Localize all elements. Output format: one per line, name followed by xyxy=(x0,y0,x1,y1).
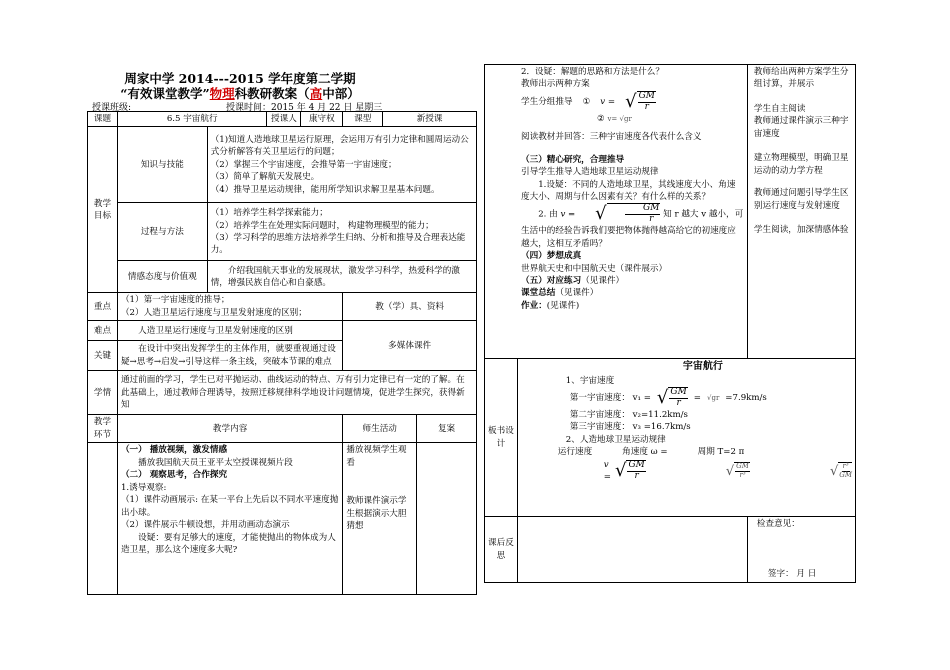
section-2-line: （2）课件展示牛顿设想，并用动画动态演示 xyxy=(120,520,290,531)
summary-row: 课堂总结（见课件） xyxy=(521,288,599,299)
s3-b: 1.设疑：不同的人造地球卫星，其线速度大小、角速度大小、周期与什么因素有关？有什么样的关系？ xyxy=(521,179,736,202)
knowledge-label: 知识与技能 xyxy=(117,127,207,203)
homework-row: 作业：(见课件) xyxy=(521,300,580,311)
key-content xyxy=(117,293,342,321)
q2-c: 阅读教材并回答：三种宇宙速度各代表什么含义 xyxy=(521,132,702,143)
knowledge-item: （2）掌握三个宇宙速度，会推导第一宇宙速度； xyxy=(210,159,397,170)
learning-content: 通过前面的学习，学生已对平抛运动、曲线运动的特点、万有引力定律已有一定的了解。在此基础上，通过教师合理诱导，按照迁移规律科学地设计问题情境，促进学生探究，获得新知 xyxy=(117,371,476,415)
teaching-content xyxy=(117,443,342,595)
difficulty-label: 难点 xyxy=(88,321,118,341)
activity-note: 教师通过课件演示三种宇宙速度 xyxy=(753,116,849,139)
board-2: 2、人造地球卫星运动规律 xyxy=(565,434,666,445)
option-2: ② xyxy=(597,113,605,124)
right-page-table xyxy=(484,64,856,583)
s3-title: （三）精心研究，合理推导 xyxy=(521,154,625,165)
section-1-text: 播放我国航天员王亚平太空授课视频片段 xyxy=(138,457,293,468)
board-label: 板书设计 xyxy=(485,359,518,517)
activity-note: 学生阅读，加深情感体验 xyxy=(753,225,849,236)
activity-note: 建立物理模型，明确卫星运动的动力学方程 xyxy=(753,153,849,176)
board-title: 宇宙航行 xyxy=(682,361,723,372)
board-v3: 第三宇宙速度： v₃ =16.7km/s xyxy=(569,422,691,433)
formula-v: v = xyxy=(600,96,616,107)
content-header: 教学内容 xyxy=(117,415,342,443)
knowledge-item: （3）简单了解航天发展史。 xyxy=(210,172,320,183)
review-header: 复案 xyxy=(417,415,477,443)
lesson-plan-table xyxy=(87,111,477,595)
activity-note: 学生自主阅读 xyxy=(753,103,806,114)
document-title: 周家中学 2014---2015 学年度第二学期 xyxy=(124,71,356,86)
type-value: 新授课 xyxy=(383,112,477,127)
sqrt-formula-2: √ $\frac{GM}{r}$ xyxy=(595,203,660,225)
difficulty-content: 人造卫星运行速度与卫星发射速度的区别 xyxy=(117,321,342,341)
process-label: 过程与方法 xyxy=(117,203,207,261)
goals-label: 教学目标 xyxy=(88,127,118,293)
section-2-line: （1）课件动画展示: 在某一平台上先后以不同水平速度抛出小球。 xyxy=(120,495,339,518)
subtitle-part-a: “有效课堂教学” xyxy=(120,86,210,101)
topic-label: 课题 xyxy=(88,112,118,127)
q2-opt2-row xyxy=(521,113,744,125)
knowledge-item: （1)知道人造地球卫星运行原理，会运用万有引力定律和圆周运动公式分析解答有关卫星运行的问题； xyxy=(210,134,469,158)
reflect-label: 课后反思 xyxy=(485,517,518,583)
crux-content: 在设计中突出发挥学生的主体作用，就要重视通过设疑→思考→启发→引导这样一条主线，突破本节课的难点 xyxy=(117,341,342,371)
activity-2: 教师课件演示学生根据演示大胆猜想 xyxy=(346,496,407,532)
subject-name: 物理 xyxy=(209,86,235,101)
type-label: 课型 xyxy=(343,112,383,127)
s3-a: 引导学生推导人造地球卫星运动规律 xyxy=(521,167,659,178)
time-label: 授课时间：2015 年 4 月 22 日 星期三 xyxy=(226,103,383,113)
s4-title: （四）梦想成真 xyxy=(521,251,582,262)
step-label: 教学环节 xyxy=(88,415,118,443)
key-item: （1）第一宇宙速度的推导； xyxy=(120,295,230,306)
learning-label: 学情 xyxy=(88,371,118,415)
right-content xyxy=(485,65,748,359)
s5-row: （五）对应练习（见课件） xyxy=(521,276,625,286)
right-activity-col xyxy=(747,65,855,359)
topic-value: 6.5 宇宙航行 xyxy=(117,112,267,127)
activity-note: 教师通过问题引导学生区别运行速度与发射速度 xyxy=(753,188,849,211)
key-label: 重点 xyxy=(88,293,118,321)
s4-text: 世界航天史和中国航天史（课件展示） xyxy=(521,263,668,274)
level-name: 高 xyxy=(309,86,323,101)
key-item: （2）人造卫星运行速度与卫星发射速度的区别； xyxy=(120,307,307,318)
board-1: 1、宇宙速度 xyxy=(565,375,615,386)
q2-b-row xyxy=(521,91,744,113)
board-v2: 第二宇宙速度： v₂=11.2km/s xyxy=(569,409,688,420)
check-cell xyxy=(747,517,855,583)
section-1-title: （一） 播放视频，激发情感 xyxy=(120,445,228,456)
activity-note: 教师给出两种方案学生分组讨算，并展示 xyxy=(753,67,849,90)
s3-c: 2. 由 v = √ $\frac{GM}{r}$ 知 r 越大 v 越小，可生活中的经验告诉我们要把物体抛得越高给它的初速度应越大，这相互矛盾吗？ xyxy=(521,203,744,249)
activity-content xyxy=(343,443,417,595)
q2-b: 学生分组推导 xyxy=(521,96,573,107)
board-law-row: 运行速度 角速度 ω = 周期 T=2 π xyxy=(557,447,745,458)
class-label: 授课班级: xyxy=(92,103,132,113)
crux-label: 关键 xyxy=(88,341,118,371)
sqrt-formula: √ $\frac{GM}{r}$ xyxy=(625,90,655,112)
section-2-line: 1.诱导观察: xyxy=(120,482,167,493)
activity-1: 播放视频学生观看 xyxy=(346,445,407,468)
q2: 2．设疑：解题的思路和方法是什么？ xyxy=(521,67,664,77)
board-content xyxy=(517,359,855,517)
tools-label: 教（学）具、资料 xyxy=(343,293,477,321)
subtitle-part-c: 中部） xyxy=(322,86,360,101)
q2-a: 教师出示两种方案 xyxy=(521,79,590,90)
knowledge-item: （4）推导卫星运动规律，能用所学知识求解卫星基本问题。 xyxy=(210,184,440,195)
check-label: 检查意见： xyxy=(756,519,800,529)
process-item: （3）学习科学的思维方法培养学生归纳、分析和推导及合理表达能力。 xyxy=(210,232,466,256)
board-formulas: v = √ $\frac{GM}{r}$ √ $\frac{GM}{\text{r³}}$ √ $\frac{\text{r³}}{GM}$ xyxy=(603,459,852,482)
board-v1-row: 第一宇宙速度： v₁ = √ $\frac{GM}{r}$ = √gr =7.9km/s xyxy=(569,386,767,408)
sign-label: 签字： 月 日 xyxy=(767,568,817,579)
option-1: ① xyxy=(582,96,591,107)
emotion-label: 情感态度与价值观 xyxy=(117,261,207,293)
knowledge-content xyxy=(207,127,476,203)
formula-small: v= √gr xyxy=(607,114,632,123)
teacher-value: 康守权 xyxy=(301,112,343,127)
process-content xyxy=(207,203,476,261)
process-item: （1）培养学生科学探索能力； xyxy=(210,208,328,219)
section-2-title: （二） 观察思考，合作探究 xyxy=(120,470,228,481)
subtitle-part-b: 科教研教案（ xyxy=(234,86,310,101)
activity-header: 师生活动 xyxy=(343,415,417,443)
section-2-line: 设疑：要有足够大的速度，才能使抛出的物体成为人造卫星，那么这个速度多大呢? xyxy=(120,532,336,555)
teacher-label: 授课人 xyxy=(267,112,301,127)
process-item: （2）培养学生在处理实际问题时， 构建物理模型的能力； xyxy=(210,220,434,231)
emotion-content: 介绍我国航天事业的发展现状，激发学习科学，热爱科学的激情，增强民族自信心和自豪感。 xyxy=(207,261,476,293)
media-label: 多媒体课件 xyxy=(343,321,477,371)
